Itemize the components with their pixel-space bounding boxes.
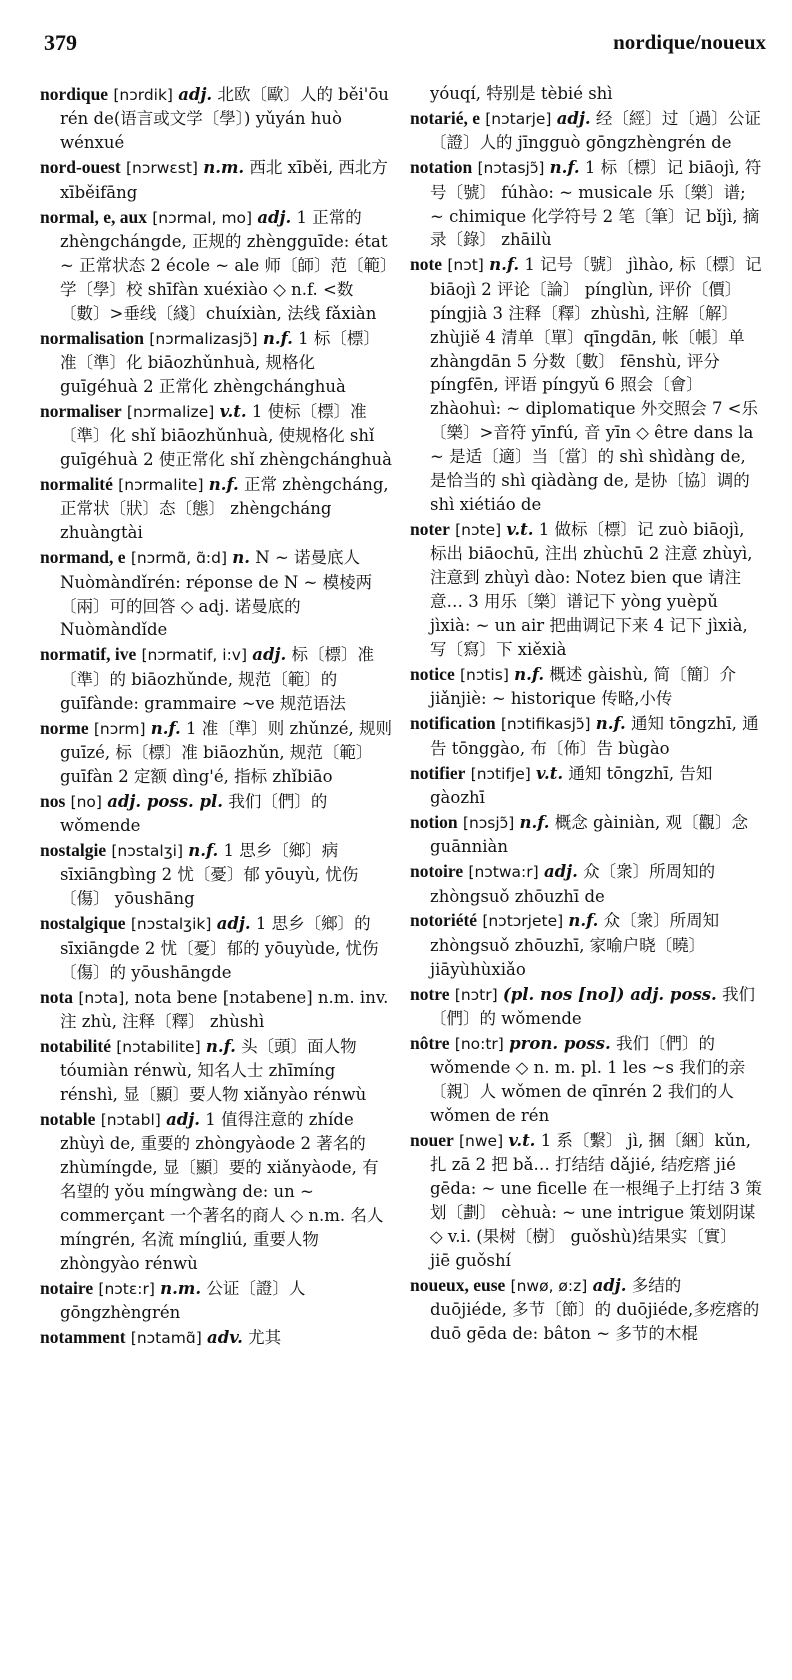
grammar-label: v.t. (506, 519, 534, 539)
definition: 1 记号〔號〕 jìhào, 标〔標〕记 biāojì 2 评论〔論〕 pínglùn, 评价〔價〕 píngjià 3 注释〔釋〕zhùshì, 注解〔解〕zhùjiě 4 清单〔單〕qīngdān, 帐〔帳〕单 zhàngdān 5 分数〔數〕 fēnshù, 评分 píngfēn, 评语 píngyǔ 6 照会〔會〕 zhàohuì: ~ diplomatique 外交照会 7 <乐〔樂〕>音符 yīnfú, 音 yīn ◇ être dans la ~ 是适〔適〕当〔當〕的 shì shìdàng de, 是恰当的 shì qiàdàng de, 是协〔協〕调的 shì xiétiáo de (430, 255, 762, 515)
pronunciation: [nɔta], (78, 988, 130, 1007)
pronunciation: [nɔtɛ:r] (98, 1279, 155, 1298)
dictionary-entry (40, 472, 392, 545)
dictionary-entry (410, 1031, 762, 1128)
grammar-label: adj. (543, 862, 578, 882)
pronunciation: [nɔrdik] (113, 86, 173, 104)
grammar-label: pron. poss. (509, 1033, 611, 1053)
definition: 我们〔們〕的 wǒmende ◇ n. m. pl. 1 les ~s 我们的亲〔親〕人 wǒmen de qīnrén 2 我们的人 wǒmen de rén (430, 1033, 746, 1126)
grammar-label: adj. poss. pl. (107, 791, 224, 811)
dictionary-entry (410, 1128, 762, 1273)
definition: 1 思乡〔鄉〕病 sīxiāngbìng 2 忧〔憂〕郁 yōuyù, 忧伤〔傷〕 yōushāng (60, 841, 359, 909)
dictionary-entry (410, 711, 762, 760)
headword: notification (410, 713, 496, 734)
headword: nôtre (410, 1032, 450, 1053)
pronunciation: [nɔtis] (459, 665, 509, 684)
dictionary-entry (40, 1325, 392, 1350)
definition: 1 标〔標〕准〔準〕化 biāozhǔnhuà, 规格化 guīgéhuà 2 正常化 zhèngchánghuà (60, 328, 380, 396)
headword: normand, e (40, 547, 126, 568)
pronunciation: [nɔstalʒi] (111, 842, 184, 861)
grammar-label: n.f. (489, 255, 520, 275)
definition: 1 值得注意的 zhíde zhùyì de, 重要的 zhòngyàode 2 著名的 zhùmíngde, 显〔顯〕要的 xiǎnyàode, 有名望的 yǒu míngwàng de: un ~ commerçant 一个著名的商人 ◇ n.m. 名人 míngrén, 名流 míngliú, 重要人物 zhòngyào rénwù (60, 1110, 384, 1274)
headword: normal, e, aux (40, 206, 147, 227)
headword: nostalgie (40, 840, 107, 861)
definition: 经〔經〕过〔過〕公证〔證〕人的 jīngguò gōngzhèngrén de (430, 108, 761, 153)
grammar-label: n.f. (519, 812, 550, 832)
dictionary-entry (410, 155, 762, 252)
dictionary-entry (40, 1276, 392, 1325)
dictionary-entry (40, 985, 392, 1034)
definition: 1 做标〔標〕记 zuò biāojì, 标出 biāochū, 注出 zhùchū 2 注意 zhùyì, 注意到 zhùyì dào: Notez bien que 请注意… 3 用乐〔樂〕谱记下 yòng yuèpǔ jìxià: ~ un air 把曲调记下来 4 记下 jìxià, 写〔寫〕下 xiěxià (430, 519, 753, 660)
pronunciation: [no:tr] (454, 1034, 504, 1053)
definition: 通知 tōngzhī, 告知 gàozhī (430, 763, 713, 807)
running-head: nordique/noueux (613, 30, 766, 54)
definition: 1 准〔準〕则 zhǔnzé, 规则 guīzé, 标〔標〕准 biāozhǔn, 规范〔範〕 guīfàn 2 定额 dìng'é, 指标 zhǐbiāo (60, 718, 393, 786)
grammar-label: n.m. (160, 1278, 202, 1298)
definition: 标〔標〕准〔準〕的 biāozhǔnde, 规范〔範〕的 guīfànde: grammaire ~ve 规范语法 (60, 645, 374, 713)
headword: note (410, 254, 443, 275)
definition: 1 系〔繫〕 jì, 捆〔綑〕kǔn, 扎 zā 2 把 bǎ… 打结结 dǎjié, 结疙瘩 jié gēda: ~ une ficelle 在一根绳子上打结 3 策划〔劃〕 cèhuà: ~ une intrigue 策划阴谋 ◇ v.i. (果树〔樹〕 guǒshù)结果实〔實〕 jiē guǒshí (430, 1131, 762, 1271)
continuation-text: yóuqí, 特别是 tèbié shì (430, 84, 613, 103)
headword: notable (40, 1109, 96, 1130)
grammar-label: adj. (257, 207, 292, 227)
pronunciation: [nɔte] (455, 520, 502, 539)
grammar-label: n.f. (205, 1036, 236, 1056)
pronunciation: [nɔtarje] (485, 109, 552, 128)
pronunciation: [nɔrwɛst] (125, 159, 198, 178)
definition: 1 使标〔標〕准〔準〕化 shǐ biāozhǔnhuà, 使规格化 shǐ guīgéhuà 2 使正常化 shǐ zhèngchánghuà (60, 401, 392, 470)
grammar-label: v.t. (536, 763, 564, 783)
definition: nota bene [nɔtabene] n.m. inv. 注 zhù, 注释〔釋〕 zhùshì (60, 987, 389, 1031)
dictionary-entry (410, 1273, 762, 1346)
dictionary-entry (40, 155, 392, 204)
dictionary-entry (40, 838, 392, 911)
dictionary-entry (410, 810, 762, 859)
grammar-label: n.f. (188, 841, 219, 861)
grammar-label: adj. (252, 645, 287, 665)
definition: 正常 zhèngcháng, 正常状〔狀〕态〔態〕 zhèngcháng zhuàngtài (60, 475, 389, 543)
dictionary-entry (40, 642, 392, 715)
grammar-label: n.f. (514, 664, 545, 684)
page-number: 379 (44, 30, 77, 55)
dictionary-entry (40, 789, 392, 838)
grammar-label: adj. (592, 1276, 627, 1296)
definition: 我们〔們〕的 wǒmende (430, 984, 756, 1029)
definition: 众〔衆〕所周知的 zhòngsuǒ zhōuzhī de (430, 862, 716, 906)
headword: nord-ouest (40, 157, 121, 178)
pronunciation: [nɔt] (447, 256, 484, 275)
definition: 1 思乡〔鄉〕的 sīxiāngde 2 忧〔憂〕郁的 yōuyùde, 忧伤〔傷〕的 yōushāngde (60, 914, 379, 982)
definition: 通知 tōngzhī, 通告 tōnggào, 布〔佈〕告 bùgào (430, 714, 759, 758)
headword: notre (410, 983, 450, 1004)
grammar-label: adj. (556, 108, 591, 128)
headword: notoire (410, 861, 464, 882)
grammar-label: (pl. nos [no]) adj. poss. (502, 984, 717, 1004)
pronunciation: [nwø, ø:z] (510, 1277, 588, 1296)
headword: notarié, e (410, 107, 480, 128)
grammar-label: v.t. (508, 1131, 536, 1151)
pronunciation: [nɔsjɔ̃] (462, 813, 515, 832)
definition: N ~ 诺曼底人 Nuòmàndǐrén: réponse de N ~ 模棱两〔兩〕可的回答 ◇ adj. 诺曼底的 Nuòmàndǐde (60, 548, 373, 640)
dictionary-entry (410, 662, 762, 711)
dictionary-entry (410, 106, 762, 155)
grammar-label: adj. (216, 914, 251, 934)
pronunciation: [nɔrmalize] (126, 402, 215, 421)
pronunciation: [nɔrmal, mo] (152, 208, 253, 227)
pronunciation: [nɔtabilite] (116, 1037, 201, 1056)
pronunciation: [nɔrmɑ̃, ɑ̃:d] (130, 549, 228, 568)
pronunciation: [nwe] (459, 1132, 504, 1151)
definition: 众〔衆〕所周知 zhòngsuǒ zhōuzhī, 家喻户晓〔曉〕 jiāyùhùxiǎo (430, 911, 720, 979)
grammar-label: n.f. (208, 475, 239, 495)
dictionary-entry (40, 545, 392, 642)
dictionary-entry (40, 326, 392, 399)
dictionary-entry (410, 908, 762, 981)
definition: 1 标〔標〕记 biāojì, 符号〔號〕 fúhào: ~ musicale 乐〔樂〕谱; ~ chimique 化学符号 2 笔〔筆〕记 bǐjì, 摘录〔錄〕 zhāilù (430, 158, 762, 250)
headword: notice (410, 663, 455, 684)
grammar-label: adv. (207, 1328, 243, 1348)
pronunciation: [nɔrmalizasjɔ̃] (149, 329, 258, 348)
pronunciation: [nɔrm] (93, 719, 146, 738)
definition: 多结的 duōjiéde, 多节〔節〕的 duōjiéde,多疙瘩的 duō gēda de: bâton ~ 多节的木棍 (430, 1276, 760, 1344)
pronunciation: [nɔrmalite] (118, 476, 204, 495)
pronunciation: [nɔtifje] (470, 764, 531, 783)
definition: 西北 xīběi, 西北方 xīběifāng (60, 158, 388, 202)
headword: normalité (40, 474, 113, 495)
headword: normalisation (40, 327, 145, 348)
pronunciation: [nɔrmatif, i:v] (141, 646, 248, 665)
dictionary-entry (410, 859, 762, 908)
headword: norme (40, 717, 89, 738)
right-column (410, 82, 762, 1346)
definition: 北欧〔歐〕人的 běi'ōu rén de(语言或文学〔學〕) yǔyán huò wénxué (60, 85, 389, 153)
headword: notifier (410, 762, 466, 783)
dictionary-entry (410, 252, 762, 517)
pronunciation: [nɔtabl] (100, 1111, 161, 1130)
grammar-label: n.f. (262, 328, 293, 348)
definition: 1 正常的 zhèngchángde, 正规的 zhèngguīde: état ~ 正常状态 2 école ~ ale 师〔師〕范〔範〕学〔學〕校 shīfàn xuéxiào ◇ n.f. <数〔數〕>垂线〔綫〕chuíxiàn, 法线 fǎxiàn (60, 207, 389, 323)
dictionary-entry (40, 1107, 392, 1276)
dictionary-entry (40, 716, 393, 789)
headword: noter (410, 518, 450, 539)
grammar-label: n.f. (568, 911, 599, 931)
dictionary-entry (40, 911, 392, 984)
definition: 尤其 (248, 1328, 282, 1348)
pronunciation: [nɔstalʒik] (130, 915, 212, 934)
headword: nostalgique (40, 913, 126, 934)
pronunciation: [nɔtamɑ̃] (130, 1329, 202, 1348)
definition: 概念 gàiniàn, 观〔觀〕念 guānniàn (430, 812, 749, 857)
pronunciation: [nɔtɔrjete] (482, 912, 564, 931)
pronunciation: [no] (70, 792, 102, 811)
pronunciation: [nɔtwa:r] (468, 863, 539, 882)
headword: notamment (40, 1327, 126, 1348)
grammar-label: n.f. (549, 158, 580, 178)
dictionary-entry (410, 517, 762, 662)
headword: normatif, ive (40, 644, 137, 665)
dictionary-entry (40, 399, 392, 472)
headword: noueux, euse (410, 1275, 506, 1296)
dictionary-entry (40, 82, 392, 155)
headword: notoriété (410, 910, 478, 931)
pronunciation: [nɔtifikasjɔ̃] (500, 715, 591, 734)
headword: nota (40, 986, 74, 1007)
headword: normaliser (40, 400, 122, 421)
headword: nos (40, 790, 66, 811)
definition: 头〔頭〕面人物 tóumiàn rénwù, 知名人士 zhīmíng rénshì, 显〔顯〕要人物 xiǎnyào rénwù (60, 1036, 367, 1105)
headword: notaire (40, 1277, 94, 1298)
pronunciation: [nɔtr] (454, 985, 498, 1004)
headword: notabilité (40, 1035, 111, 1056)
grammar-label: n. (232, 548, 251, 568)
grammar-label: adj. (178, 85, 213, 104)
headword: nordique (40, 84, 109, 104)
dictionary-entry (410, 761, 762, 810)
dictionary-entry (40, 1034, 392, 1107)
grammar-label: v.t. (219, 401, 247, 421)
headword: notation (410, 157, 473, 178)
grammar-label: n.m. (203, 158, 245, 178)
dictionary-entry (40, 205, 392, 326)
headword: nouer (410, 1130, 454, 1151)
grammar-label: n.f. (595, 714, 626, 734)
pronunciation: [nɔtasjɔ̃] (477, 159, 545, 178)
dictionary-entry (410, 982, 762, 1031)
definition: 概述 gàishù, 简〔簡〕介 jiǎnjiè: ~ historique 传略,小传 (430, 664, 737, 709)
definition: 我们〔們〕的 wǒmende (60, 791, 328, 836)
left-column (40, 82, 392, 1351)
definition: 公证〔證〕人 gōngzhèngrén (60, 1278, 306, 1323)
headword: notion (410, 811, 458, 832)
grammar-label: n.f. (150, 718, 181, 738)
grammar-label: adj. (166, 1110, 201, 1130)
